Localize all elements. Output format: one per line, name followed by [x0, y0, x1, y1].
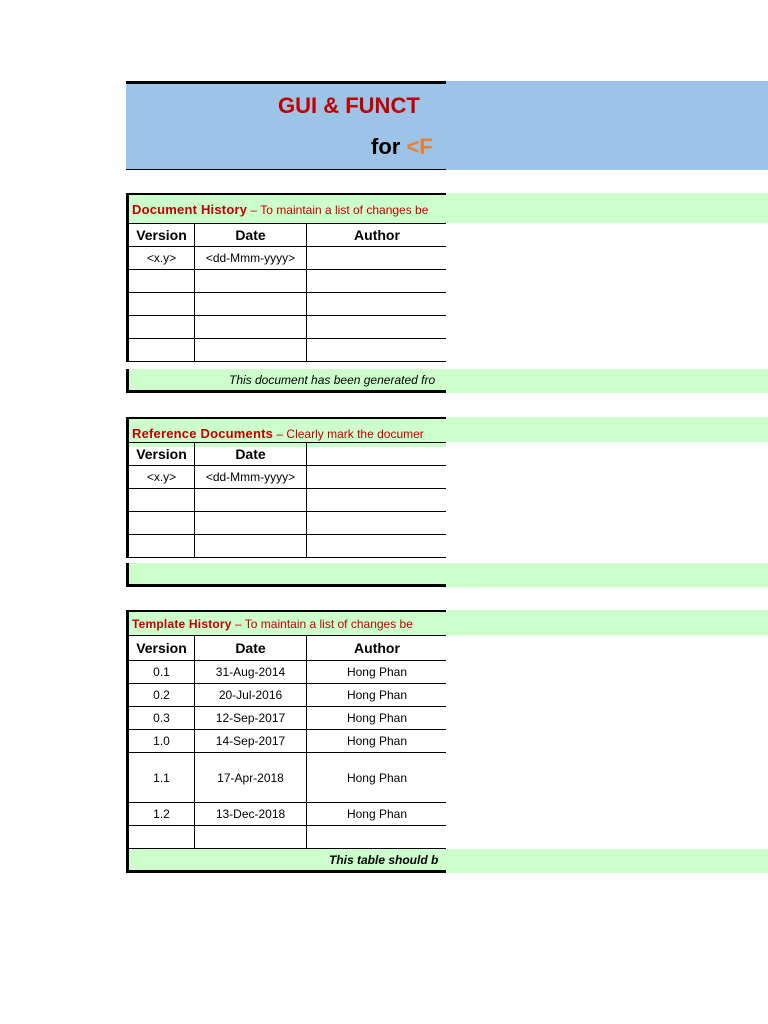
cell-version[interactable]	[128, 826, 195, 849]
cell-author[interactable]	[307, 270, 448, 293]
cell-author[interactable]	[307, 316, 448, 339]
cell-version[interactable]: 1.0	[128, 730, 195, 753]
reference-documents-footer-right	[446, 563, 768, 587]
table-row	[128, 753, 448, 803]
column-header-date: Date	[195, 224, 307, 247]
table-header-row	[128, 636, 448, 661]
template-history-title: Template History	[132, 617, 232, 631]
cell-date[interactable]: <dd-Mmm-yyyy>	[195, 466, 307, 489]
cell-author[interactable]: Hong Phan	[307, 684, 448, 707]
cell-author[interactable]: Hong Phan	[307, 730, 448, 753]
document-subtitle	[371, 134, 446, 160]
cell-date[interactable]	[195, 512, 307, 535]
cell-document[interactable]	[307, 512, 448, 535]
column-header-blank	[307, 443, 448, 466]
cell-document[interactable]	[307, 489, 448, 512]
table-row	[128, 270, 448, 293]
cell-version[interactable]: 0.1	[128, 661, 195, 684]
reference-documents-description: – Clearly mark the documer	[273, 427, 424, 441]
cell-version[interactable]: 0.3	[128, 707, 195, 730]
cell-date[interactable]: 13-Dec-2018	[195, 803, 307, 826]
cell-version[interactable]	[128, 535, 195, 558]
table-row	[128, 826, 448, 849]
table-row	[128, 707, 448, 730]
table-row	[128, 730, 448, 753]
column-header-author: Author	[307, 224, 448, 247]
column-header-author: Author	[307, 636, 448, 661]
cell-author[interactable]	[307, 293, 448, 316]
document-history-header-bar-right	[446, 193, 768, 223]
cell-date[interactable]	[195, 270, 307, 293]
table-row	[128, 661, 448, 684]
cell-version[interactable]	[128, 489, 195, 512]
table-row	[128, 803, 448, 826]
template-history-table	[126, 635, 448, 849]
cell-version[interactable]: <x.y>	[128, 466, 195, 489]
cell-version[interactable]	[128, 270, 195, 293]
document-history-footer-text: This document has been generated fro	[229, 373, 436, 387]
cell-date[interactable]	[195, 339, 307, 362]
template-history-footer-right	[446, 849, 768, 873]
column-header-version: Version	[128, 443, 195, 466]
cell-date[interactable]	[195, 535, 307, 558]
cell-version[interactable]: <x.y>	[128, 247, 195, 270]
cell-date[interactable]: 20-Jul-2016	[195, 684, 307, 707]
column-header-version: Version	[128, 224, 195, 247]
cell-date[interactable]	[195, 826, 307, 849]
cell-author[interactable]: Hong Phan	[307, 661, 448, 684]
table-row	[128, 293, 448, 316]
cell-date[interactable]: 12-Sep-2017	[195, 707, 307, 730]
document-history-title: Document History	[132, 202, 248, 217]
template-history-footer-text: This table should b	[329, 853, 439, 867]
table-row	[128, 247, 448, 270]
cell-version[interactable]	[128, 293, 195, 316]
cell-date[interactable]	[195, 316, 307, 339]
template-history-label	[132, 616, 448, 631]
cell-document[interactable]	[307, 535, 448, 558]
table-row	[128, 316, 448, 339]
cell-author[interactable]: Hong Phan	[307, 753, 448, 803]
column-header-date: Date	[195, 443, 307, 466]
table-row	[128, 535, 448, 558]
cell-version[interactable]: 1.2	[128, 803, 195, 826]
table-row	[128, 339, 448, 362]
cell-version[interactable]	[128, 316, 195, 339]
cell-author[interactable]	[307, 826, 448, 849]
template-history-header-bar-right	[446, 610, 768, 635]
table-header-row	[128, 443, 448, 466]
cell-date[interactable]: 14-Sep-2017	[195, 730, 307, 753]
cell-date[interactable]: 31-Aug-2014	[195, 661, 307, 684]
table-row	[128, 684, 448, 707]
cell-date[interactable]: 17-Apr-2018	[195, 753, 307, 803]
reference-documents-table	[126, 442, 448, 558]
cell-version[interactable]	[128, 512, 195, 535]
cell-author[interactable]	[307, 339, 448, 362]
document-history-footer-right	[446, 369, 768, 393]
reference-documents-label	[132, 426, 448, 441]
table-row	[128, 466, 448, 489]
table-header-row	[128, 224, 448, 247]
cell-version[interactable]	[128, 339, 195, 362]
cell-version[interactable]: 1.1	[128, 753, 195, 803]
document-history-description: – To maintain a list of changes be	[247, 203, 429, 217]
reference-documents-title: Reference Documents	[132, 426, 274, 441]
document-history-table	[126, 223, 448, 362]
cell-author[interactable]: Hong Phan	[307, 707, 448, 730]
cell-author[interactable]: Hong Phan	[307, 803, 448, 826]
cell-date[interactable]	[195, 293, 307, 316]
column-header-version: Version	[128, 636, 195, 661]
document-title: GUI & FUNCT	[278, 93, 420, 118]
reference-documents-header-bar-right	[446, 417, 768, 442]
cell-date[interactable]	[195, 489, 307, 512]
subtitle-placeholder: <F	[406, 134, 433, 159]
title-band-right	[446, 81, 768, 170]
table-row	[128, 512, 448, 535]
document-history-label	[132, 202, 448, 217]
cell-author[interactable]	[307, 247, 448, 270]
subtitle-for: for	[371, 134, 401, 159]
cell-date[interactable]: <dd-Mmm-yyyy>	[195, 247, 307, 270]
cell-version[interactable]: 0.2	[128, 684, 195, 707]
cell-document[interactable]	[307, 466, 448, 489]
template-history-description: – To maintain a list of changes be	[231, 617, 413, 631]
column-header-date: Date	[195, 636, 307, 661]
table-row	[128, 489, 448, 512]
